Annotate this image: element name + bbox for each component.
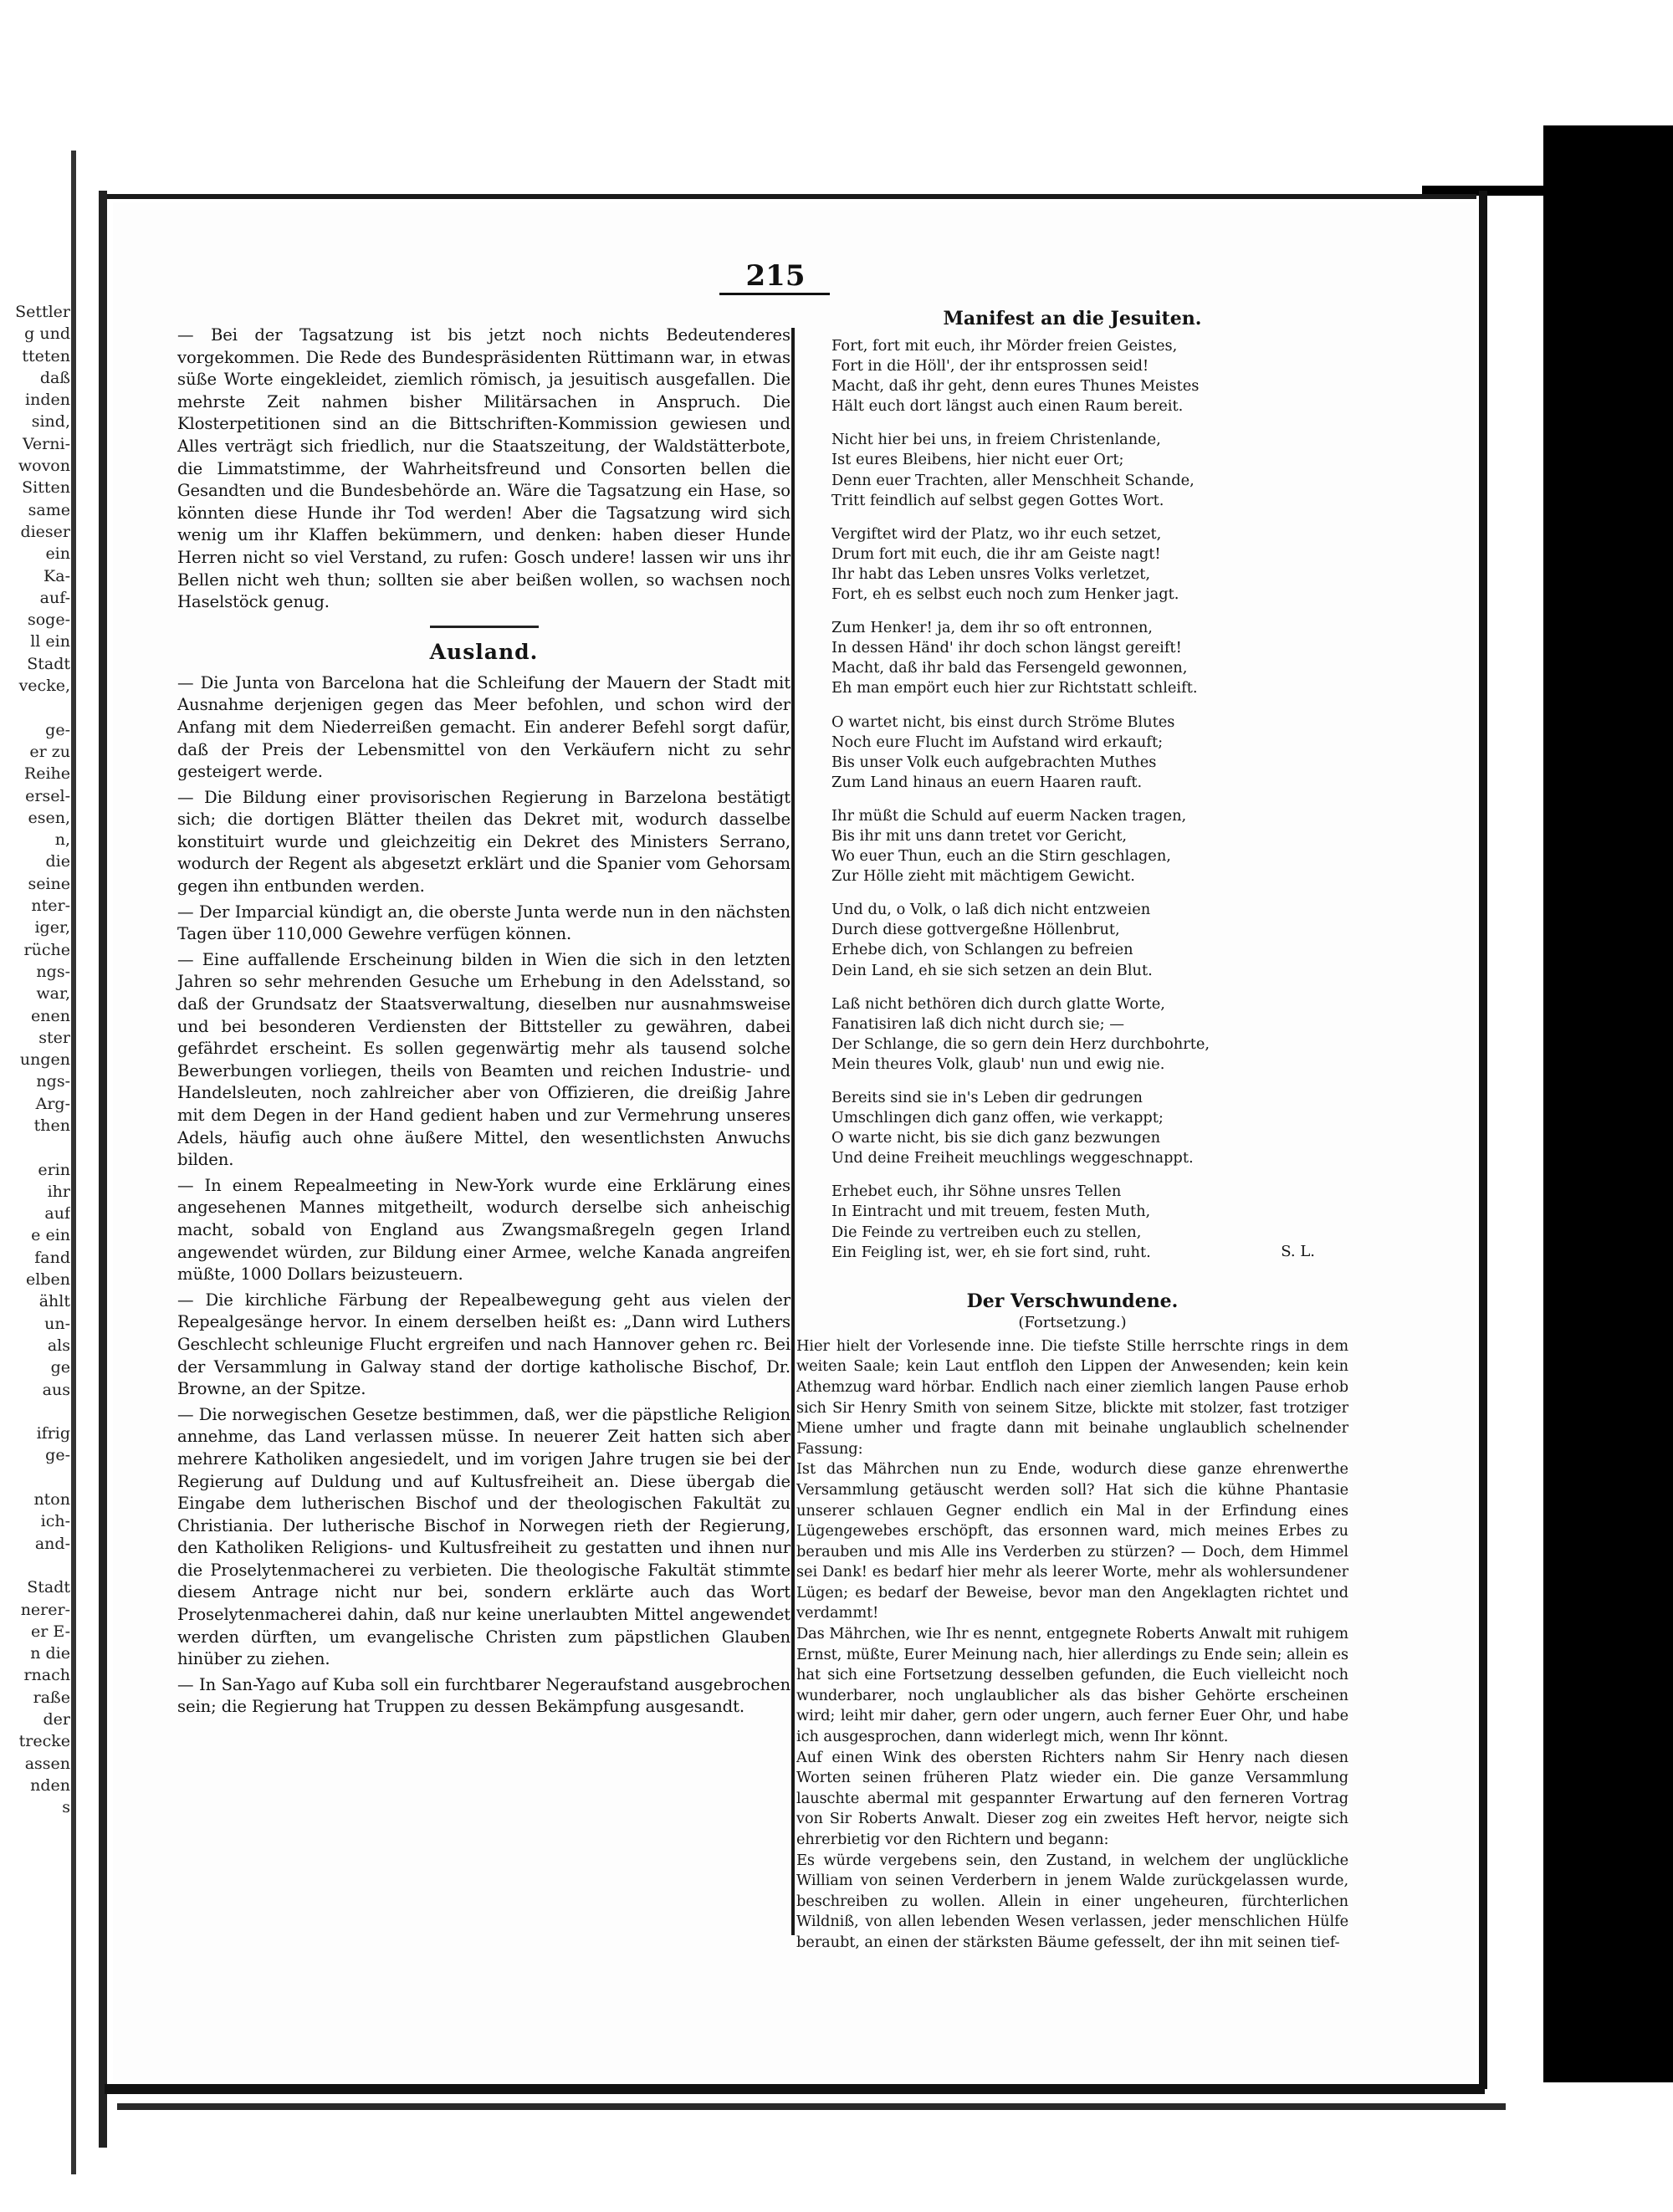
scan-border-right <box>1479 191 1487 2089</box>
poem-line: Eh man empört euch hier zur Richtstatt schleift. <box>831 679 1198 697</box>
edge-fragment: Stadt <box>27 654 70 673</box>
poem-signature: S. L. <box>1281 1242 1315 1260</box>
news-item: — Die kirchliche Färbung der Repealbewegung geht aus vielen der Repealgesänge hervor. In einem derselben heißt es: „Dann wird Luthers Geschlecht schleunige Flucht ergreifen und nach Hannover gehen rc. Bei der Versammlung in Galway stand der dortige katholische Bischof, Dr. Browne, an der Spitze. <box>177 1290 790 1399</box>
poem-line: Erhebe dich, von Schlangen zu befreien <box>831 941 1133 959</box>
edge-fragment <box>0 1467 70 1489</box>
edge-fragment: aus <box>42 1380 70 1399</box>
poem-stanza <box>831 336 1348 416</box>
edge-fragment: s <box>62 1798 70 1817</box>
poem-line: Der Schlange, die so gern dein Herz durchbohrte, <box>831 1034 1210 1053</box>
edge-fragment: Arg- <box>35 1094 70 1113</box>
news-item: — In San-Yago auf Kuba soll ein furchtbarer Negeraufstand ausgebrochen sein; die Regierung hat Truppen zu dessen Bekämpfung ausgesandt. <box>177 1674 790 1717</box>
poem-line: Denn euer Trachten, aller Menschheit Schande, <box>831 471 1195 489</box>
edge-fragment: Ka- <box>43 566 70 585</box>
page-number-underline <box>719 293 830 295</box>
edge-fragment: and- <box>34 1534 70 1553</box>
story-paragraph: Es würde vergebens sein, den Zustand, in welchem der unglückliche William von seinen Verderbern in jenem Walde zurückgelassen wurde, beschreiben zu wollen. Allein in einer ungeheuren, fürchterlichen Wildniß, von allen lebenden Wesen verlassen, jeder menschlichen Hülfe beraubt, an einen der stärksten Bäume gefesselt, der ihn mit seinen tief- <box>796 1851 1348 1951</box>
edge-fragment: esen, <box>28 808 70 827</box>
edge-fragment: seine <box>28 874 70 893</box>
edge-fragment: elben <box>26 1270 70 1290</box>
edge-fragment: ll ein <box>30 632 70 651</box>
poem-stanza <box>831 618 1348 698</box>
edge-fragment: Stadt <box>27 1578 70 1597</box>
scan-border-bottom-outer <box>117 2103 1506 2110</box>
edge-fragment: ngs- <box>36 1072 70 1091</box>
edge-fragment: inden <box>25 391 70 410</box>
edge-fragment: der <box>43 1710 70 1729</box>
edge-fragment: ersel- <box>25 786 70 805</box>
edge-fragment: nden <box>30 1775 70 1795</box>
edge-fragment: soge- <box>27 610 70 630</box>
right-column <box>796 308 1348 1954</box>
previous-page-edge-text <box>0 301 70 1818</box>
edge-fragment: un- <box>44 1314 70 1333</box>
poem-line: Tritt feindlich auf selbst gegen Gottes Wort. <box>831 491 1164 509</box>
poem-line: O wartet nicht, bis einst durch Ströme Blutes <box>831 713 1175 731</box>
poem-line: Mein theures Volk, glaub' nun und ewig nie. <box>831 1055 1165 1073</box>
poem-line: Bis ihr mit uns dann tretet vor Gericht, <box>831 826 1128 845</box>
poem-line: Durch diese gottvergeßne Höllenbrut, <box>831 921 1120 939</box>
poem-line: Noch eure Flucht im Aufstand wird erkauft; <box>831 733 1164 751</box>
edge-fragment: war, <box>36 984 70 1004</box>
edge-fragment: ich- <box>40 1512 70 1531</box>
poem-line: Fort in die Höll', der ihr entsprossen seid! <box>831 357 1149 375</box>
edge-fragment <box>0 1137 70 1158</box>
edge-fragment <box>0 1401 70 1423</box>
news-item: — Die Bildung einer provisorischen Regierung in Barzelona bestätigt sich; die dortigen Blätter theilen das Dekret mit, wodurch dasselbe konstituirt wurde und gleichzeitig ein Dekret des Ministers Serrano, wodurch der Regent als abgesetzt erklärt und die Spanier vom Gehorsam gegen ihn entbunden werden. <box>177 787 790 897</box>
edge-fragment: rüche <box>23 940 70 959</box>
edge-fragment: ngs- <box>36 962 70 981</box>
scan-dark-edge <box>1543 125 1673 2082</box>
edge-fragment: Reihe <box>23 764 70 784</box>
poem-line: Drum fort mit euch, die ihr am Geiste nagt! <box>831 544 1161 563</box>
edge-fragment: erin <box>38 1160 70 1179</box>
poem-line: Zum Henker! ja, dem ihr so oft entronnen, <box>831 619 1153 637</box>
edge-fragment: ge- <box>45 720 70 739</box>
story-title: Der Verschwundene. <box>966 1290 1179 1312</box>
edge-fragment: ungen <box>19 1050 70 1070</box>
edge-fragment: er E- <box>30 1622 70 1641</box>
edge-fragment: Verni- <box>22 434 70 453</box>
story-paragraph: Hier hielt der Vorlesende inne. Die tiefste Stille herrschte rings in dem weiten Saale; kein Laut entfloh den Lippen der Anwesenden; kein kein Athemzug ward hörbar. Endlich nach einer ziemlich langen Pause erhob sich Sir Henry Smith von seinem Sitze, blickte mit stolzer, fast trotziger Miene umher und fragte dann mit beinahe unglaublich schelnender Fassung: <box>796 1336 1348 1458</box>
edge-fragment: rnach <box>23 1666 70 1685</box>
edge-fragment: als <box>47 1336 70 1355</box>
section-heading-ausland: Ausland. <box>429 639 539 664</box>
poem-line: Fort, eh es selbst euch noch zum Henker jagt. <box>831 585 1179 604</box>
poem-stanza <box>831 713 1348 793</box>
edge-fragment: nter- <box>31 897 70 916</box>
edge-fragment: Settler <box>15 303 70 321</box>
poem-line: Hält euch dort längst auch einen Raum bereit. <box>831 397 1184 416</box>
edge-fragment: nton <box>33 1490 70 1510</box>
poem-stanza <box>831 524 1348 605</box>
poem-line: Macht, daß ihr geht, denn eures Thunes Meistes <box>831 377 1200 396</box>
story-paragraph: Auf einen Wink des obersten Richters nahm Sir Henry nach diesen Worten seinen früheren Platz wieder ein. Die ganze Versammlung lauschte abermal mit gespannter Erwartung auf den ferneren Vortrag von Sir Roberts Anwalt. Dieser zog ein zweites Heft hervor, neigte sich ehrerbietig vor den Richtern und begann: <box>796 1748 1348 1848</box>
poem-line: Ihr müßt die Schuld auf euerm Nacken tragen, <box>831 806 1187 825</box>
edge-fragment: n die <box>30 1644 70 1663</box>
tagsatzung-article: — Bei der Tagsatzung ist bis jetzt noch nichts Bedeutenderes vorgekommen. Die Rede des Bundespräsidenten Rüttimann war, in etwas süße Worte eingekleidet, ziemlich römisch, ja jesuitisch ausgefallen. Die mehrste Zeit nahmen bisher Militärsachen in Anspruch. Die Klosterpetitionen sind an die Bittschriften-Kommission gewiesen und Alles verträgt sich friedlich, nur die Staatszeitung, der Waldstätterbote, die Limmatstimme, der Wahrheitsfreund und Consorten bellen die Gesandten und die Bundesbehörde an. Wäre die Tagsatzung ein Hase, so könnten diese Hunde ihr Tod werden! Aber die Tagsatzung wird sich wenig um ihr Klaffen bekümmern, und denken: haben dieser Hunde Herren nicht so viel Verstand, zu rufen: Gosch undere! lassen wir uns ihr Bellen nicht weh thun; sollten sie aber beißen wollen, so wachsen noch Haselstöck genug. <box>177 325 790 612</box>
edge-fragment: ge <box>50 1358 70 1377</box>
edge-fragment: n, <box>54 830 70 850</box>
poem-line: Fort, fort mit euch, ihr Mörder freien Geistes, <box>831 337 1178 355</box>
poem-stanza <box>831 1088 1348 1168</box>
story-paragraph: Das Mährchen, wie Ihr es nennt, entgegnete Roberts Anwalt mit ruhigem Ernst, müßte, Eurer Meinung nach, hier allerdings zu Ende sein; allein es hat sich eine Fortsetzung desselben gefunden, die Euch vielleicht noch wunderbarer, noch unglaublicher als das bisher Gehörte erscheinen wird; leiht mir daher, gern oder ungern, auch ferner Euer Ohr, und habe ich ausgesprochen, dann widerlegt mich, wenn Ihr könnt. <box>796 1625 1348 1746</box>
edge-fragment: auf- <box>39 588 70 607</box>
edge-fragment: enen <box>31 1006 70 1025</box>
edge-fragment: trecke <box>18 1732 70 1751</box>
poem-title: Manifest an die Jesuiten. <box>943 308 1202 330</box>
poem-line: Umschlingen dich ganz offen, wie verkappt; <box>831 1109 1164 1127</box>
edge-fragment: vecke, <box>18 677 70 696</box>
edge-fragment: er zu <box>29 742 70 761</box>
edge-fragment: fand <box>34 1248 70 1267</box>
poem-line: Wo euer Thun, euch an die Stirn geschlagen, <box>831 847 1171 866</box>
poem-line: Und du, o Volk, o laß dich nicht entzweien <box>831 901 1151 919</box>
edge-fragment: raße <box>33 1688 70 1707</box>
poem-line: Bereits sind sie in's Leben dir gedrungen <box>831 1089 1143 1106</box>
news-item: — Die Junta von Barcelona hat die Schleifung der Mauern der Stadt mit Ausnahme derjenigen gegen das Meer befohlen, und schon wird der Anfang mit dem Niederreißen gemacht. Ein anderer Befehl sorgt dafür, daß der Preis der Lebensmittel von den Verkäufern nicht zu sehr gesteigert werde. <box>177 672 790 782</box>
poem-stanza <box>831 806 1348 886</box>
poem-line: Macht, daß ihr bald das Fersengeld gewonnen, <box>831 659 1188 677</box>
section-divider <box>430 626 539 628</box>
edge-fragment: dieser <box>20 522 70 541</box>
poem-line: Die Feinde zu vertreiben euch zu stellen, <box>831 1223 1142 1241</box>
poem-line: Nicht hier bei uns, in freiem Christenlande, <box>831 431 1161 449</box>
poem-line: Vergiftet wird der Platz, wo ihr euch setzet, <box>831 524 1162 543</box>
edge-fragment: ge- <box>45 1446 70 1465</box>
poem-line: O warte nicht, bis sie dich ganz bezwungen <box>831 1129 1161 1147</box>
poem-line: Ist eures Bleibens, hier nicht euer Ort; <box>831 451 1124 469</box>
edge-fragment: ster <box>38 1028 70 1047</box>
edge-fragment: assen <box>24 1754 70 1773</box>
poem-line: Zur Hölle zieht mit mächtigem Gewicht. <box>831 867 1135 886</box>
poem-line: Fanatisiren laß dich nicht durch sie; — <box>831 1014 1125 1033</box>
poem-line: Erhebet euch, ihr Söhne unsres Tellen <box>831 1183 1122 1201</box>
poem-line: In dessen Händ' ihr doch schon längst gereift! <box>831 639 1182 657</box>
poem-line: In Eintracht und mit treuem, festen Muth, <box>831 1203 1151 1221</box>
edge-fragment: die <box>45 852 70 871</box>
news-item: — Der Imparcial kündigt an, die oberste Junta werde nun in den nächsten Tagen über 110,000 Gewehre verfügen können. <box>177 902 790 944</box>
edge-fragment: auf <box>44 1204 70 1223</box>
story-paragraph: Ist das Mährchen nun zu Ende, wodurch diese ganze ehrenwerthe Versammlung getäuscht werden soll? Hat sich die kühne Phantasie unserer schlauen Gegner endlich ein Mal in der Erfindung eines Lügengewebes erschöpft, das ersonnen ward, mich meines Erbes zu berauben und mis Alle ins Verderben zu stürzen? — Doch, dem Himmel sei Dank! es bedarf hier mehr als leerer Worte, mehr als wohlersundener Lügen; es bedarf der Beweise, bevor man den Angeklagten richtet und verdammt! <box>796 1460 1348 1622</box>
poem-line: Laß nicht bethören dich durch glatte Worte, <box>831 994 1165 1013</box>
poem-stanza <box>831 900 1348 980</box>
edge-fragment: e ein <box>31 1226 70 1245</box>
left-column <box>177 324 790 1722</box>
edge-fragment: same <box>28 500 70 519</box>
edge-fragment: ählt <box>38 1292 70 1311</box>
scan-border-bottom <box>105 2084 1485 2094</box>
poem-body <box>796 336 1348 1263</box>
news-item: — In einem Repealmeeting in New-York wurde eine Erklärung eines angesehenen Mannes mitgetheilt, wodurch derselbe sich anheischig macht, sobald von England aus Zwangsmaßregeln gegen Irland angewendet würden, zur Bildung einer Armee, welche Kanada angreifen müßte, 1000 Dollars beizusteuern. <box>177 1175 790 1285</box>
poem-stanza <box>831 994 1348 1075</box>
poem-stanza <box>831 430 1348 510</box>
story-body <box>796 1336 1348 1954</box>
story-subtitle: (Fortsetzung.) <box>1018 1313 1127 1331</box>
edge-fragment: ein <box>45 544 70 564</box>
edge-fragment: Sitten <box>22 478 70 498</box>
poem-line: Ihr habt das Leben unsres Volks verletzet, <box>831 564 1151 583</box>
edge-fragment <box>0 697 70 718</box>
edge-fragment: iger, <box>34 918 70 937</box>
poem-line: Dein Land, eh sie sich setzen an dein Blut. <box>831 961 1153 979</box>
edge-fragment <box>0 1555 70 1576</box>
edge-fragment: g und <box>24 324 70 344</box>
news-item: — Eine auffallende Erscheinung bilden in Wien die sich in den letzten Jahren so sehr mehrenden Gesuche um Erhebung in den Adelsstand, so daß der Grundsatz der Staatsverwaltung, dieselben nur ausnahmsweise und bei besonderen Verdiensten der Bittsteller zu gewähren, dabei gefährdet erscheint. Es sollen gegenwärtig mehr als tausend solche Bewerbungen vorliegen, theils von Beamten und reichen Industrie- und Handelsleuten, noch zahlreicher aber von Offizieren, die dreißig Jahre mit dem Degen in der Hand gedient haben und zur Vermehrung unseres Adels, häufig auch ohne äußere Mittel, den wesentlichsten Anwuchs bilden. <box>177 949 790 1170</box>
poem-line: Und deine Freiheit meuchlings weggeschnappt. <box>831 1149 1194 1167</box>
poem-line: Ein Feigling ist, wer, eh sie fort sind, ruht. <box>831 1243 1151 1261</box>
scan-border-top <box>105 194 1476 199</box>
edge-fragment: then <box>33 1116 70 1135</box>
poem-line: Zum Land hinaus an euern Haaren rauft. <box>831 773 1143 791</box>
column-divider <box>791 328 795 1935</box>
poem-line: Bis unser Volk euch aufgebrachten Muthes <box>831 753 1157 771</box>
edge-fragment: ifrig <box>36 1424 70 1443</box>
edge-fragment: nerer- <box>20 1600 70 1619</box>
scan-border-left <box>99 191 107 2148</box>
edge-fragment: daß <box>39 368 70 387</box>
scan-page-gutter <box>71 151 76 2174</box>
edge-fragment: wovon <box>18 457 70 476</box>
news-item: — Die norwegischen Gesetze bestimmen, daß, wer die päpstliche Religion annehme, das Land verlassen müsse. In neuerer Zeit hatten sich aber mehrere Katholiken angesiedelt, und im vorigen Jahre trugen sie bei der Regierung auf Duldung und auf Kultusfreiheit an. Diese übergab die Eingabe dem lutherischen Bischof und der theologischen Fakultät zu Christiania. Der lutherische Bischof in Norwegen rieth der Regierung, den Katholiken Religions- und Kultusfreiheit zu gestatten und ihnen nur die Proselytenmacherei zu verbieten. Die theologische Fakultät stimmte diesem Antrage nicht nur bei, sondern erklärte auch das Wort Proselytenmacherei dahin, daß nur keine unerlaubten Mittel angewendet werden dürften, um evangelische Christen zum päpstlichen Glauben hinüber zu ziehen. <box>177 1404 790 1669</box>
edge-fragment: ihr <box>47 1182 70 1201</box>
page-number: 215 <box>745 259 806 293</box>
edge-fragment: tteten <box>22 346 70 365</box>
edge-fragment: sind, <box>31 412 70 432</box>
